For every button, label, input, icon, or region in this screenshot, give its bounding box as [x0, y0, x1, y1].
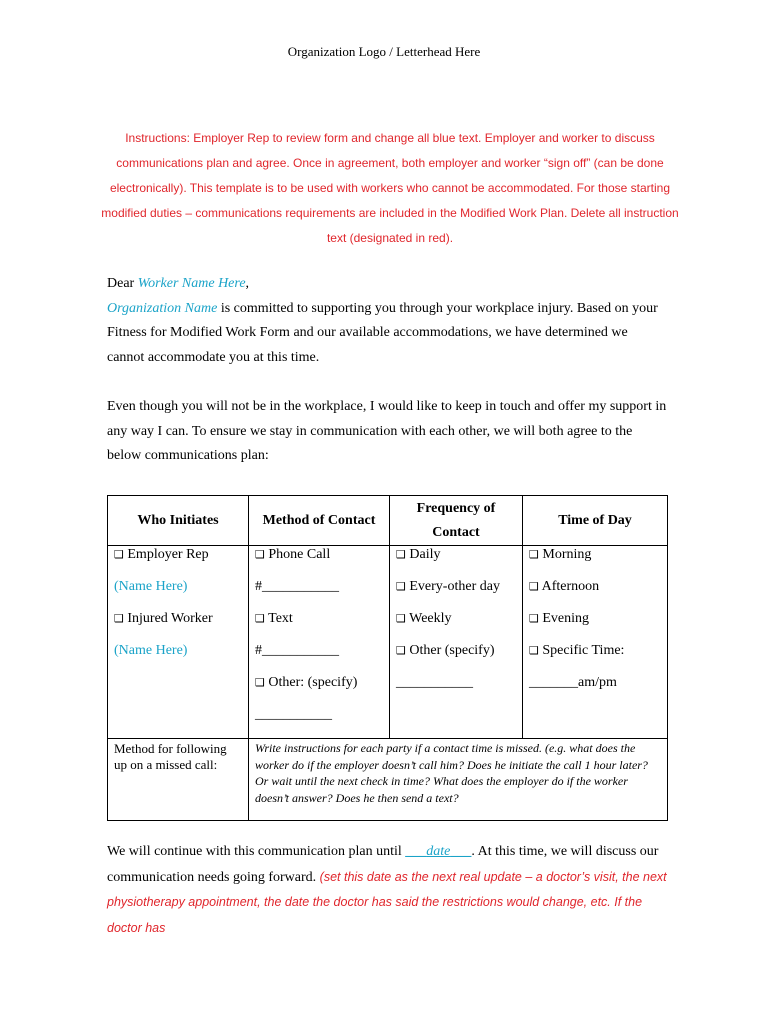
worker-name-placeholder: (Name Here) [114, 643, 188, 658]
paragraph-2: Even though you will not be in the workplace, I would like to keep in touch and offer my support in any way I can. To ensure we stay in communication with each other, we will both agree to the below communications plan: [107, 399, 667, 464]
option-phone-call[interactable]: ❑ Phone Call [255, 547, 331, 562]
greeting-dear: Dear [107, 276, 138, 291]
other-frequency-blank: ___________ [396, 675, 473, 690]
specific-time-blank: _______am/pm [529, 675, 617, 690]
checkbox-icon[interactable]: ❑ [396, 644, 406, 657]
organization-name-placeholder: Organization Name [107, 300, 218, 316]
checkbox-icon[interactable]: ❑ [396, 612, 406, 625]
option-text[interactable]: ❑ Text [255, 611, 293, 626]
table-options-row [108, 546, 668, 739]
checkbox-icon[interactable]: ❑ [529, 548, 539, 561]
instructions-text: Instructions: Employer Rep to review form and change all blue text. Employer and worker to discuss communications plan and agree. Once in agreement, both employer and worker “sign off” (can be done electronically). This template is to be used with workers who cannot be accommodated. For those starting modified duties – communications requirements are included in the Modified Work Plan. Delete all instruction text (designated in red). [101, 131, 679, 245]
checkbox-icon[interactable]: ❑ [529, 612, 539, 625]
table-followup-row [108, 739, 668, 821]
header-frequency: Frequency of Contact [390, 496, 523, 546]
letter-intro [107, 272, 667, 370]
date-placeholder: ___date___ [405, 844, 472, 859]
closing-paragraph: We will continue with this communication plan until ___date___. At this time, we will discuss our communication needs going forward. (set this date as the next real update – a doctor’s visit, the next physiotherapy appointment, the date the doctor has said the restrictions would change, etc. If the doctor has [107, 844, 667, 935]
communications-plan-table [107, 495, 668, 821]
checkbox-icon[interactable]: ❑ [255, 676, 265, 689]
date-instruction-note: (set this date as the next real update – a doctor’s visit, the next physiotherapy appointment, the date the doctor has said the restrictions would change, etc. If the doctor has [107, 869, 667, 935]
followup-instructions: Write instructions for each party if a contact time is missed. (e.g. what does the worker do if the employer doesn’t call him? Does he initiate the call 1 hour later? Or wait until the next check in time? What does the employer do if the worker doesn’t answer? Does he then send a text? [249, 739, 668, 821]
option-evening[interactable]: ❑ Evening [529, 611, 590, 626]
who-initiates-cell [108, 546, 249, 739]
checkbox-icon[interactable]: ❑ [529, 580, 539, 593]
option-employer-rep[interactable]: ❑ Employer Rep [114, 547, 209, 562]
header-method-of-contact: Method of Contact [249, 496, 390, 546]
header-time-of-day: Time of Day [523, 496, 668, 546]
other-method-blank: ___________ [255, 707, 332, 722]
option-daily[interactable]: ❑ Daily [396, 547, 441, 562]
time-of-day-cell [523, 546, 668, 739]
checkbox-icon[interactable]: ❑ [529, 644, 539, 657]
checkbox-icon[interactable]: ❑ [114, 612, 124, 625]
frequency-cell [390, 546, 523, 739]
option-other-frequency[interactable]: ❑ Other (specify) [396, 643, 495, 658]
method-of-contact-cell [249, 546, 390, 739]
letterhead-placeholder: Organization Logo / Letterhead Here [287, 44, 481, 59]
option-afternoon[interactable]: ❑ Afternoon [529, 579, 600, 594]
option-weekly[interactable]: ❑ Weekly [396, 611, 452, 626]
phone-number-blank: #___________ [255, 579, 339, 594]
checkbox-icon[interactable]: ❑ [114, 548, 124, 561]
checkbox-icon[interactable]: ❑ [255, 548, 265, 561]
employer-name-placeholder: (Name Here) [114, 579, 188, 594]
paragraph-1-text: is committed to supporting you through your workplace injury. Based on your Fitness for Modified Work Form and our available accommodations, we have determined we cannot accommodate you at this time. [107, 300, 658, 365]
text-number-blank: #___________ [255, 643, 339, 658]
option-every-other-day[interactable]: ❑ Every-other day [396, 579, 500, 594]
greeting-comma: , [245, 276, 250, 291]
header-who-initiates: Who Initiates [108, 496, 249, 546]
option-injured-worker[interactable]: ❑ Injured Worker [114, 611, 213, 626]
checkbox-icon[interactable]: ❑ [396, 580, 406, 593]
checkbox-icon[interactable]: ❑ [255, 612, 265, 625]
table-header-row [108, 496, 668, 546]
worker-name-placeholder: Worker Name Here [137, 276, 246, 291]
option-specific-time[interactable]: ❑ Specific Time: [529, 643, 625, 658]
followup-label: Method for following up on a missed call: [108, 739, 249, 821]
option-morning[interactable]: ❑ Morning [529, 547, 592, 562]
option-other-method[interactable]: ❑ Other: (specify) [255, 675, 358, 690]
checkbox-icon[interactable]: ❑ [396, 548, 406, 561]
